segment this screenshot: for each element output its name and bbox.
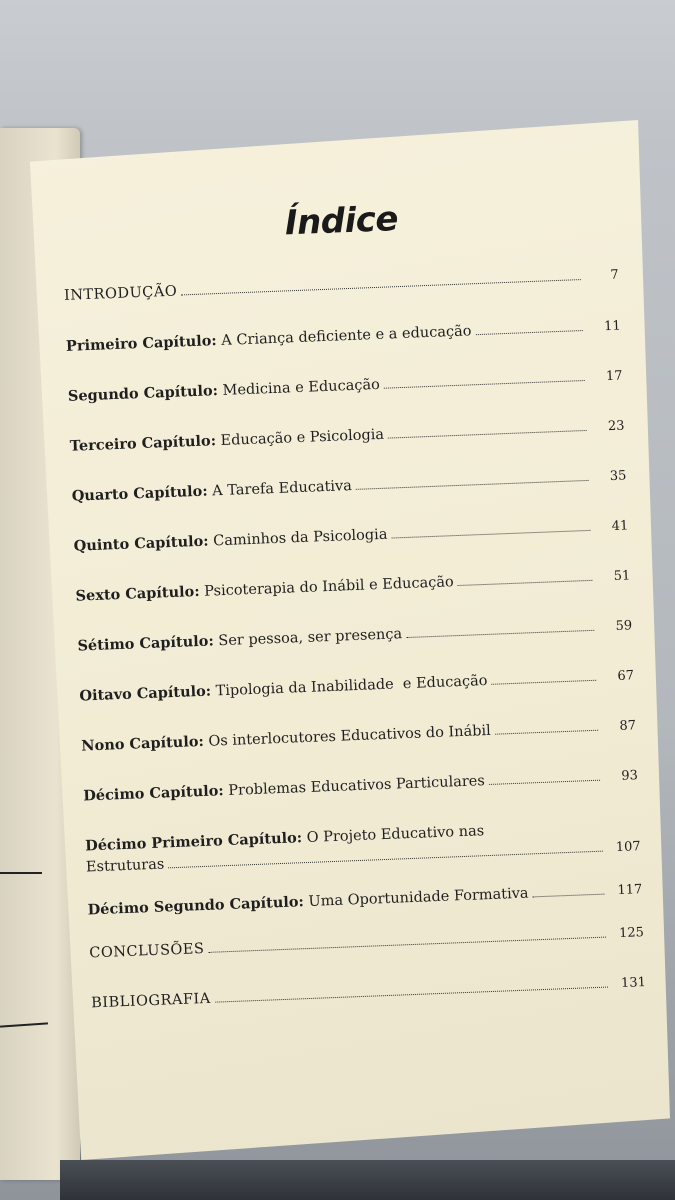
toc-page-number: 35 — [609, 468, 627, 485]
toc-page-number: 41 — [611, 518, 629, 535]
toc-leader — [495, 730, 598, 735]
toc-entry-label-line2: Estruturas — [85, 856, 165, 876]
page-title: Índice — [284, 199, 399, 244]
toc-page-number: 11 — [603, 318, 621, 335]
left-page-rule — [0, 872, 42, 874]
toc-chapter-title: A Tarefa Educativa — [211, 478, 353, 500]
table-edge — [60, 1160, 675, 1200]
left-page-rule — [0, 1022, 48, 1027]
toc-chapter-prefix: Segundo Capítulo: — [67, 382, 219, 405]
toc-chapter-prefix: Terceiro Capítulo: — [69, 432, 217, 455]
toc-leader — [392, 530, 591, 539]
toc-chapter-title: A Criança deficiente e a educação — [221, 323, 472, 349]
toc-chapter-prefix: Sexto Capítulo: — [75, 582, 200, 605]
toc-chapter-title: Uma Oportunidade Formativa — [308, 885, 529, 910]
toc-entry-label: BIBLIOGRAFIA — [90, 990, 211, 1012]
toc-leader — [384, 380, 585, 389]
toc-page-number: 67 — [617, 668, 635, 684]
toc-page-number: 87 — [619, 718, 637, 734]
toc-chapter-prefix: Décimo Capítulo: — [82, 782, 225, 805]
toc-leader — [533, 894, 605, 898]
toc-chapter-prefix: Primeiro Capítulo: — [65, 332, 218, 355]
toc-chapter-prefix: Décimo Primeiro Capítulo: — [84, 829, 303, 855]
toc-leader — [476, 330, 583, 335]
toc-chapter-title: Tipologia da Inabilidade e Educação — [215, 672, 488, 700]
toc-chapter-prefix: Quinto Capítulo: — [73, 532, 209, 555]
toc-page-number: 125 — [618, 925, 645, 942]
toc-chapter-prefix: Quarto Capítulo: — [71, 482, 208, 505]
toc-page-number: 17 — [605, 368, 623, 385]
toc-page-number: 51 — [613, 568, 631, 585]
toc-page-number: 107 — [615, 839, 641, 856]
toc-chapter-prefix: Sétimo Capítulo: — [77, 632, 215, 655]
toc-entry-label: INTRODUÇÃO — [63, 283, 178, 304]
toc-page-number: 131 — [620, 975, 647, 992]
toc-page-number: 117 — [617, 882, 643, 899]
toc-page-number: 23 — [607, 418, 625, 435]
toc-page-number: 7 — [610, 267, 619, 283]
toc-leader — [458, 580, 593, 586]
toc-chapter-title: Psicoterapia do Inábil e Educação — [203, 574, 454, 600]
toc-leader — [406, 630, 594, 638]
toc-leader — [356, 480, 589, 490]
toc-chapter-prefix: Nono Capítulo: — [81, 732, 205, 755]
toc-page-number: 93 — [621, 768, 639, 784]
toc-chapter-title: Educação e Psicologia — [220, 426, 385, 450]
toc-leader — [492, 680, 597, 685]
toc-chapter-title: O Projeto Educativo nas — [306, 823, 485, 847]
toc-leader — [489, 780, 600, 785]
toc-chapter-title: Medicina e Educação — [222, 376, 381, 399]
toc-chapter-title: Problemas Educativos Particulares — [228, 773, 486, 799]
toc-chapter-prefix: Oitavo Capítulo: — [79, 682, 212, 705]
toc-entry-label: CONCLUSÕES — [89, 941, 205, 962]
toc-leader — [388, 430, 587, 439]
toc-chapter-title: Caminhos da Psicologia — [212, 526, 388, 550]
toc-chapter-title: Ser pessoa, ser presença — [218, 626, 403, 650]
toc-page-number: 59 — [615, 618, 633, 634]
toc-chapter-prefix: Décimo Segundo Capítulo: — [87, 893, 305, 919]
toc-chapter-title: Os interlocutores Educativos do Inábil — [208, 722, 492, 750]
